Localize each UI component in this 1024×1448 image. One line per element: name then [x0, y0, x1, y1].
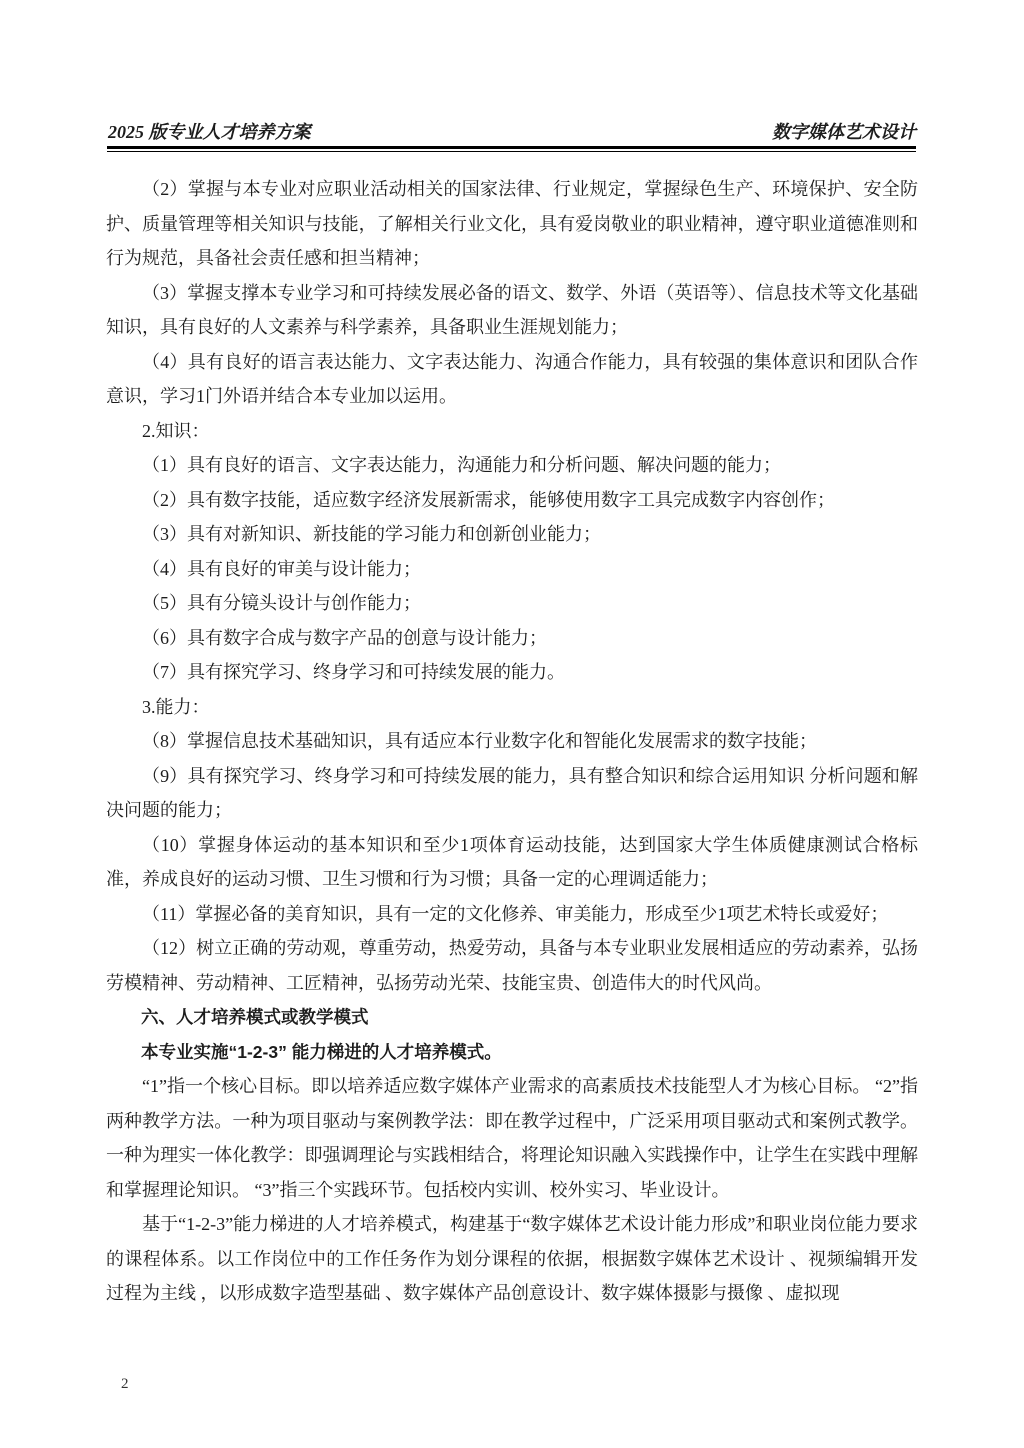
paragraph: （9）具有探究学习、终身学习和可持续发展的能力，具有整合知识和综合运用知识 分析问题和解决问题的能力； [106, 765, 918, 820]
section-heading: 本专业实施“1-2-3” 能力梯进的人才培养模式。 [141, 1041, 502, 1062]
paragraph: （2）具有数字技能，适应数字经济发展新需求，能够使用数字工具完成数字内容创作； [142, 489, 835, 510]
section-heading: 六、人才培养模式或教学模式 [141, 1007, 369, 1027]
paragraph: （2）掌握与本专业对应职业活动相关的国家法律、行业规定，掌握绿色生产、环境保护、安全防护、质量管理等相关知识与技能，了解相关行业文化，具有爱岗敬业的职业精神，遵守职业道德准则和行为规范，具备社会责任感和担当精神； [106, 179, 918, 268]
header-major-title: 数字媒体艺术设计 [772, 122, 916, 142]
header-document-title: 2025 版专业人才培养方案 [108, 122, 311, 142]
paragraph: （7）具有探究学习、终身学习和可持续发展的能力。 [142, 662, 565, 682]
paragraph: 基于“1-2-3”能力梯进的人才培养模式，构建基于“数字媒体艺术设计能力形成”和职业岗位能力要求的课程体系。以工作岗位中的工作任务作为划分课程的依据，根据数字媒体艺术设计 、视频编辑开发过程为主线 ，以形成数字造型基础 、数字媒体产品创意设计、数字媒体摄影与摄像 、虚拟现 [106, 1214, 918, 1303]
paragraph: （6）具有数字合成与数字产品的创意与设计能力； [142, 627, 547, 648]
paragraph: “1”指一个核心目标。即以培养适应数字媒体产业需求的高素质技术技能型人才为核心目标。 “2”指两种教学方法。一种为项目驱动与案例教学法：即在教学过程中，广泛采用项目驱动式和案例式教学。一种为理实一体化教学：即强调理论与实践相结合，将理论知识融入实践操作中，让学生在实践中理解和掌握理论知识。 “3”指三个实践环节。包括校内实训、校外实习、毕业设计。 [106, 1076, 918, 1200]
paragraph: （4）具有良好的语言表达能力、文字表达能力、沟通合作能力，具有较强的集体意识和团队合作意识，学习1门外语并结合本专业加以运用。 [106, 351, 918, 406]
paragraph: （12）树立正确的劳动观，尊重劳动，热爱劳动，具备与本专业职业发展相适应的劳动素养，弘扬劳模精神、劳动精神、工匠精神，弘扬劳动光荣、技能宝贵、创造伟大的时代风尚。 [106, 938, 918, 993]
page-header [108, 118, 916, 144]
paragraph: 3.能力： [142, 696, 210, 717]
paragraph: （4）具有良好的审美与设计能力； [142, 558, 421, 579]
paragraph: （8）掌握信息技术基础知识，具有适应本行业数字化和智能化发展需求的数字技能； [142, 731, 817, 751]
page-number: 2 [121, 1376, 129, 1392]
header-double-rule [107, 146, 916, 152]
paragraph: （5）具有分镜头设计与创作能力； [142, 593, 421, 613]
paragraph: （10）掌握身体运动的基本知识和至少1项体育运动技能，达到国家大学生体质健康测试合格标准，养成良好的运动习惯、卫生习惯和行为习惯；具备一定的心理调适能力； [106, 834, 918, 889]
paragraph: 2.知识： [142, 420, 210, 441]
document-body [106, 172, 918, 1311]
paragraph: （3）掌握支撑本专业学习和可持续发展必备的语文、数学、外语（英语等）、信息技术等文化基础知识，具有良好的人文素养与科学素养，具备职业生涯规划能力； [106, 282, 918, 337]
paragraph: （1）具有良好的语言、文字表达能力，沟通能力和分析问题、解决问题的能力； [142, 455, 781, 475]
paragraph: （11）掌握必备的美育知识，具有一定的文化修养、审美能力，形成至少1项艺术特长或爱好； [142, 903, 889, 924]
paragraph: （3）具有对新知识、新技能的学习能力和创新创业能力； [142, 524, 601, 544]
